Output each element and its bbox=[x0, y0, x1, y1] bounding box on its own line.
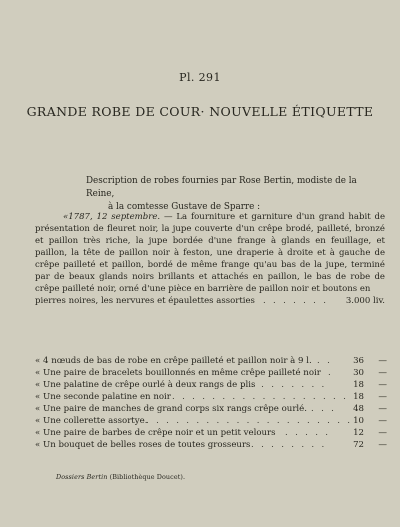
leader-dots: . bbox=[328, 368, 334, 378]
item-description: « Une paire de manches de grand corps six rangs crêpe ourlé. bbox=[35, 404, 307, 414]
item-value: 36 bbox=[353, 356, 364, 366]
leader-dots: . . . . . . . . . . . . . . . . . . . . . bbox=[146, 416, 353, 426]
page-title: GRANDE ROBE DE COUR· NOUVELLE ÉTIQUETTE bbox=[26, 104, 374, 119]
item-dash: — bbox=[378, 356, 387, 366]
item-list bbox=[35, 355, 387, 451]
intro-line-2: à la comtesse Gustave de Sparre : bbox=[108, 202, 261, 212]
paragraph-text: — La fourniture et garniture d'un grand habit de présentation de fleuret noir, la jupe couverte d'un crêpe brodé, pailleté, bronzé et paillon très riche, la jupe bordée d'une frange à glands en feuillage, et paillon, la tête de paillon noir à feston, une draperie à droite et à gauche de crêpe pailleté et paillon, bordé de même frange qu'au bas de la jupe, terminé par de beaux glands noirs brillants et attachés en paillon, le bas de robe de crêpe pailleté noir, orné d'une pièce en barrière de paillon noir et boutons en bbox=[35, 212, 386, 295]
list-item bbox=[35, 415, 387, 427]
item-description: « 4 nœuds de bas de robe en crêpe pailleté et paillon noir à 9 l. bbox=[35, 356, 312, 366]
leader-dots: . . . . . bbox=[285, 428, 331, 438]
entry-date: «1787, 12 septembre. bbox=[63, 212, 161, 222]
invoice-paragraph bbox=[35, 211, 385, 307]
plate-number: Pl. 291 bbox=[179, 71, 221, 84]
item-description: « Une collerette assortye. bbox=[35, 416, 148, 426]
list-item bbox=[35, 367, 387, 379]
item-dash: — bbox=[378, 428, 387, 438]
description-intro bbox=[86, 175, 382, 214]
item-dash: — bbox=[378, 380, 387, 390]
item-dash: — bbox=[378, 440, 387, 450]
item-description: « Une seconde palatine en noir bbox=[35, 392, 171, 402]
item-value: 30 bbox=[353, 368, 364, 378]
list-item bbox=[35, 439, 387, 451]
item-description: « Un bouquet de belles roses de toutes grosseurs bbox=[35, 440, 251, 450]
item-value: 10 bbox=[353, 416, 364, 426]
item-description: « Une paire de bracelets bouillonnés en même crêpe pailleté noir bbox=[35, 368, 321, 378]
item-value: 18 bbox=[353, 392, 364, 402]
item-dash: — bbox=[378, 404, 387, 414]
source-title: Dossiers Bertin bbox=[56, 473, 108, 481]
intro-line-1: Description de robes fournies par Rose Bertin, modiste de la Reine, bbox=[86, 176, 357, 199]
leader-dots: . . bbox=[317, 356, 333, 366]
item-dash: — bbox=[378, 416, 387, 426]
item-value: 48 bbox=[353, 404, 364, 414]
list-item bbox=[35, 355, 387, 367]
leader-dots: . . . . . . . . bbox=[251, 440, 327, 450]
total-value: 3.000 liv. bbox=[345, 296, 385, 307]
item-value: 18 bbox=[353, 380, 364, 390]
leader-dots: . . . . . . . . . bbox=[241, 380, 327, 390]
source-citation bbox=[56, 473, 185, 481]
total-leader-dots: . . . . . . . bbox=[263, 296, 329, 307]
list-item bbox=[35, 427, 387, 439]
list-item bbox=[35, 379, 387, 391]
item-dash: — bbox=[378, 392, 387, 402]
item-value: 72 bbox=[353, 440, 364, 450]
source-library: (Bibliothèque Doucet). bbox=[107, 473, 186, 481]
item-description: « Une palatine de crêpe ourlé à deux rangs de plis bbox=[35, 380, 256, 390]
item-dash: — bbox=[378, 368, 387, 378]
list-item bbox=[35, 391, 387, 403]
leader-dots: . . . bbox=[311, 404, 337, 414]
last-line-text: pierres noires, les nervures et épaulettes assorties bbox=[35, 296, 255, 307]
invoice-total-line bbox=[35, 295, 385, 307]
leader-dots: . . . . . . . . . . . . . . . . . . bbox=[172, 392, 349, 402]
list-item bbox=[35, 403, 387, 415]
item-value: 12 bbox=[353, 428, 364, 438]
item-description: « Une paire de barbes de crêpe noir et un petit velours bbox=[35, 428, 276, 438]
